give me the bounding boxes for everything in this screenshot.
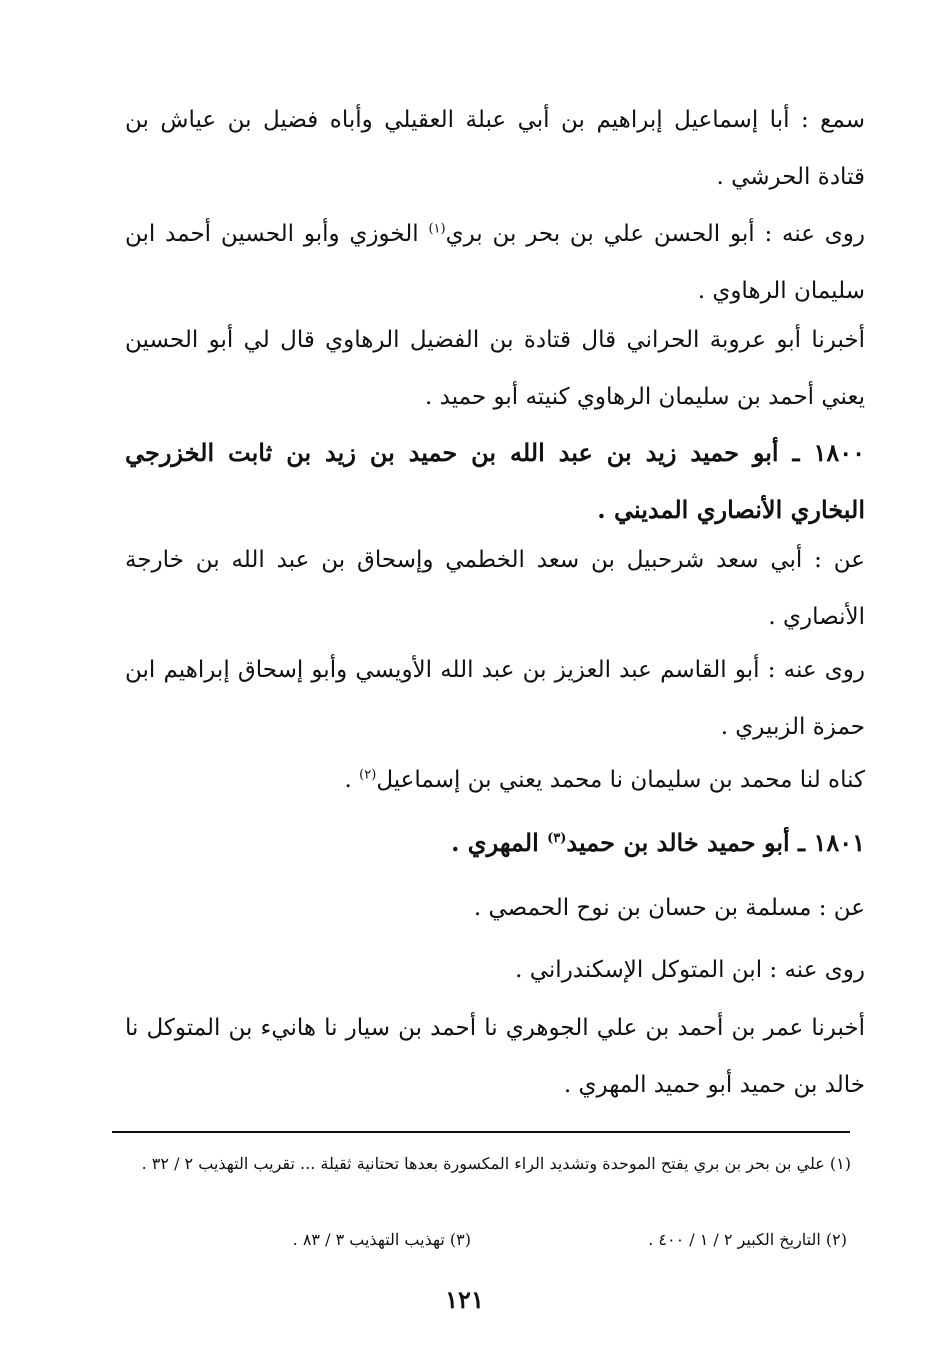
paragraph-from-1: عن : أبي سعد شرحبيل بن سعد الخطمي وإسحاق بن عبد الله بن خارجة الأنصاري . [125,547,865,630]
text: روى عنه : أبو الحسن علي بن بحر بن بري [445,221,865,247]
footnote-3: (٣) تهذيب التهذيب ٣ / ٨٣ . [292,1230,471,1249]
paragraph-informed-1: أخبرنا أبو عروبة الحراني قال قتادة بن الفضيل الرهاوي قال لي أبو الحسين يعني أحمد بن سليمان الرهاوي كنيته أبو حميد . [125,327,865,410]
text: كناه لنا محمد بن سليمان نا محمد يعني بن إسماعيل [376,767,865,793]
footnote-marker-1: (١) [428,221,446,237]
paragraph-kunya [125,752,865,809]
footnote-2: (٢) التاريخ الكبير ٢ / ١ / ٤٠٠ . [648,1230,847,1249]
entry-heading-1801 [125,814,865,871]
footnote-marker-2: (٢) [359,767,377,783]
paragraph-from-2: عن : مسلمة بن حسان بن نوح الحمصي . [473,895,865,921]
text: المهري . [451,828,548,857]
text: ١٨٠١ ـ أبو حميد خالد بن حميد [566,828,865,857]
paragraph-narrated-by-2: روى عنه : أبو القاسم عبد العزيز بن عبد الله الأويسي وأبو إسحاق إبراهيم ابن حمزة الزبيري . [125,657,865,740]
footnote-divider [112,1131,850,1133]
paragraph-heard-from: سمع : أبا إسماعيل إبراهيم بن أبي عبلة العقيلي وأباه فضيل بن عياش بن قتادة الحرشي . [125,107,865,190]
paragraph-narrated-by-1 [125,206,865,320]
paragraph-informed-2: أخبرنا عمر بن أحمد بن علي الجوهري نا أحمد بن سيار نا هانيء بن المتوكل نا خالد بن حميد أبو حميد المهري . [125,1015,865,1098]
text: . [344,767,360,793]
text: الخوزي وأبو الحسين أحمد ابن سليمان الرهاوي . [125,221,865,304]
footnote-1: (١) علي بن بحر بن بري يفتح الموحدة وتشديد الراء المكسورة بعدها تحتانية ثقيلة ... تقريب التهذيب ٢ / ٣٢ . [141,1154,851,1173]
entry-heading-1800: ١٨٠٠ ـ أبو حميد زيد بن عبد الله بن حميد بن زيد بن ثابت الخزرجي البخاري الأنصاري المديني . [125,438,865,524]
footnote-marker-3: (٣) [547,831,567,846]
paragraph-narrated-by-3: روى عنه : ابن المتوكل الإسكندراني . [515,957,865,983]
page-number: ١٢١ [445,1285,484,1314]
